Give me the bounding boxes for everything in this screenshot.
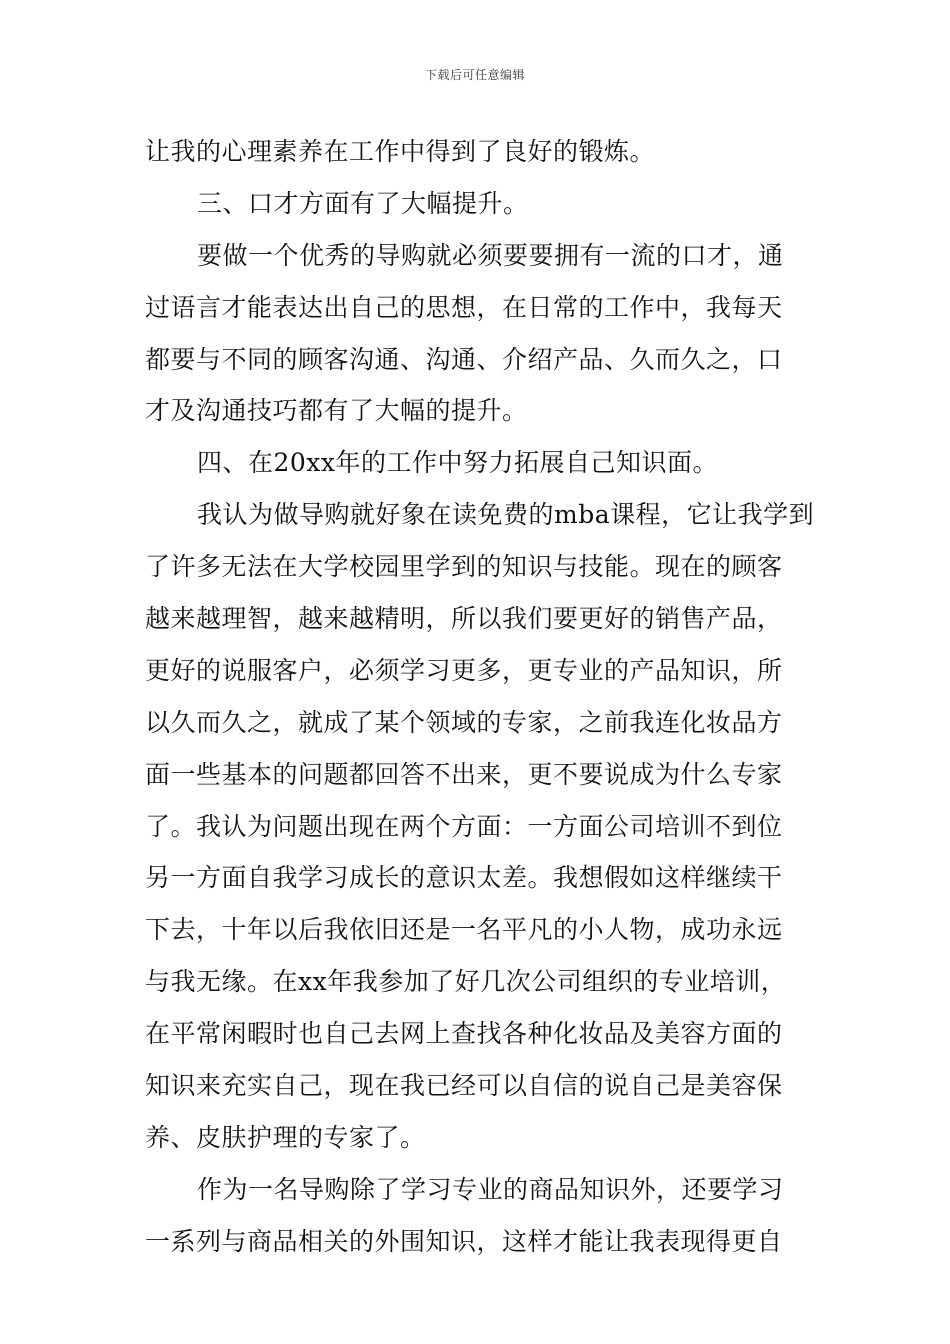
text-line: 四、在20xx年的工作中努力拓展自己知识面。 <box>197 448 719 478</box>
text-line: 下去，十年以后我依旧还是一名平凡的小人物，成功永远 <box>145 915 783 945</box>
text-line: 都要与不同的顾客沟通、沟通、介绍产品、久而久之，口 <box>145 344 783 374</box>
text-line: 面一些基本的问题都回答不出来，更不要说成为什么专家 <box>145 759 783 789</box>
text-line: 让我的心理素养在工作中得到了良好的锻炼。 <box>145 137 656 166</box>
text-line: 才及沟通技巧都有了大幅的提升。 <box>145 396 528 426</box>
text-line: 我认为做导购就好象在读免费的mba课程，它让我学到 <box>197 500 815 530</box>
text-line: 养、皮肤护理的专家了。 <box>145 1122 426 1152</box>
text-line: 越来越理智，越来越精明，所以我们要更好的销售产品， <box>145 604 783 634</box>
text-line: 了。我认为问题出现在两个方面：一方面公司培训不到位 <box>145 811 783 841</box>
text-line: 另一方面自我学习成长的意识太差。我想假如这样继续干 <box>145 863 783 893</box>
body-text <box>145 126 815 1268</box>
text-line: 过语言才能表达出自己的思想，在日常的工作中，我每天 <box>145 292 783 322</box>
text-line: 一系列与商品相关的外围知识，这样才能让我表现得更自 <box>145 1226 783 1256</box>
header-note: 下载后可任意编辑 <box>424 68 525 82</box>
text-line: 以久而久之，就成了某个领域的专家，之前我连化妆品方 <box>145 707 783 737</box>
text-line: 在平常闲暇时也自己去网上查找各种化妆品及美容方面的 <box>145 1019 783 1049</box>
text-line: 作为一名导购除了学习专业的商品知识外，还要学习 <box>197 1174 784 1204</box>
text-line: 更好的说服客户，必须学习更多，更专业的产品知识，所 <box>145 655 783 685</box>
text-line: 了许多无法在大学校园里学到的知识与技能。现在的顾客 <box>145 552 783 582</box>
text-line: 知识来充实自己，现在我已经可以自信的说自己是美容保 <box>145 1071 783 1101</box>
text-line: 三、口才方面有了大幅提升。 <box>197 188 529 218</box>
text-line: 要做一个优秀的导购就必须要要拥有一流的口才，通 <box>197 240 784 270</box>
text-line: 与我无缘。在xx年我参加了好几次公司组织的专业培训， <box>145 967 787 997</box>
